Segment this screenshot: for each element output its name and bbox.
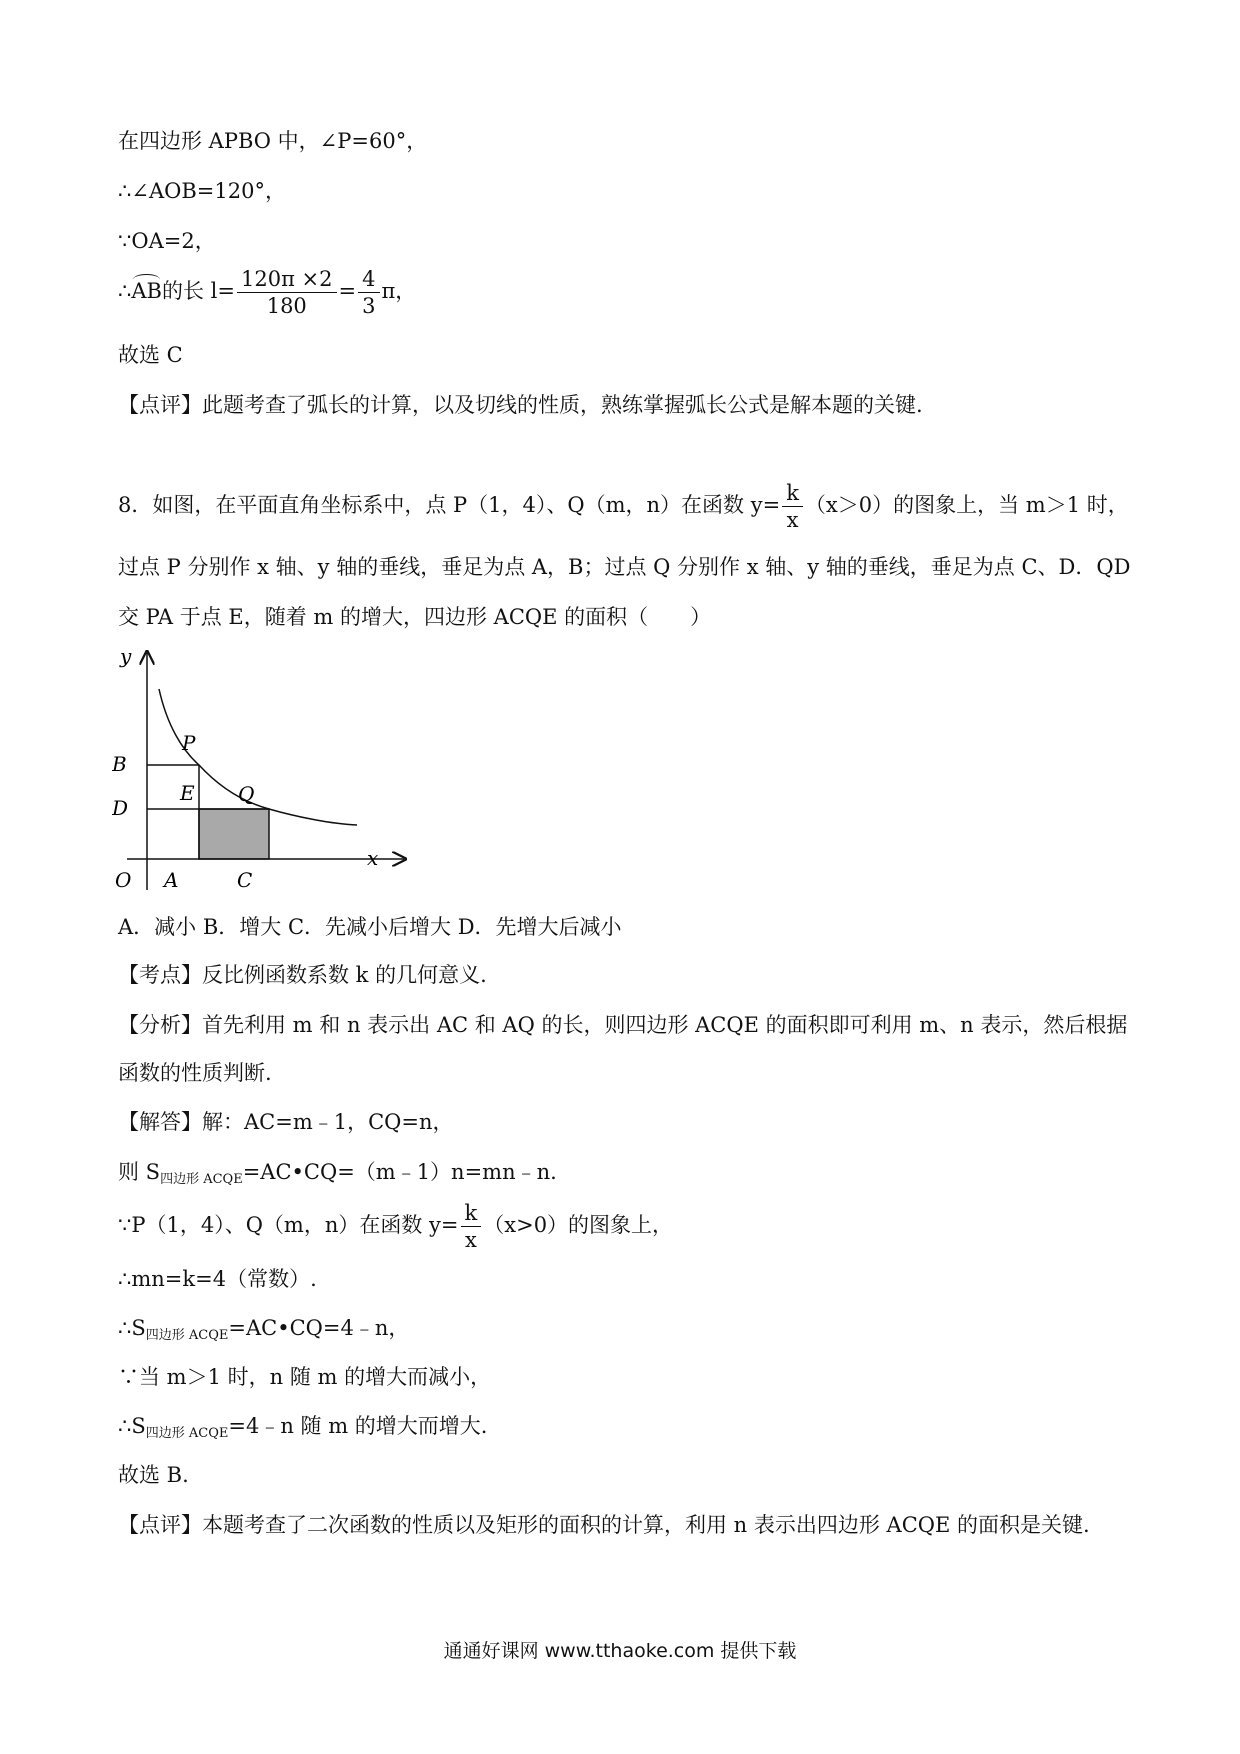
solution-line-1: 在四边形 APBO 中，∠P=60°， bbox=[118, 129, 428, 153]
fraction-numerator: 120π ×2 bbox=[237, 266, 337, 293]
solution-line-3: ∵OA=2， bbox=[118, 229, 216, 253]
fraction-numerator: k bbox=[782, 480, 803, 507]
area-subscript: 四边形 ACQE bbox=[145, 1328, 229, 1343]
fenxi-line-2: 函数的性质判断. bbox=[118, 1061, 272, 1085]
shaded-rectangle-acqe bbox=[199, 809, 269, 859]
fraction-numerator: k bbox=[461, 1200, 482, 1227]
jieda-line-2 bbox=[118, 1157, 557, 1195]
arc-ab: AB bbox=[131, 276, 162, 306]
fraction-arc-formula bbox=[237, 266, 337, 319]
label-o: O bbox=[115, 868, 132, 892]
area-subscript: 四边形 ACQE bbox=[160, 1172, 243, 1187]
jieda-line-5 bbox=[118, 1313, 409, 1351]
fraction-k-over-x bbox=[461, 1200, 482, 1253]
fraction-denominator: x bbox=[786, 508, 799, 532]
kaodian: 【考点】反比例函数系数 k 的几何意义. bbox=[118, 963, 487, 987]
question-8-line-2: 过点 P 分别作 x 轴、y 轴的垂线，垂足为点 A，B；过点 Q 分别作 x 轴、y 轴的垂线，垂足为点 C、D．QD bbox=[118, 555, 1131, 579]
fraction-denominator: 3 bbox=[362, 294, 376, 318]
label-q: Q bbox=[238, 782, 255, 806]
equation-text: =AC•CQ=（m﹣1）n=mn﹣n. bbox=[242, 1160, 557, 1184]
equation-text: ∵P（1，4）、Q（m，n）在函数 y= bbox=[118, 1213, 459, 1237]
jieda-line-7 bbox=[118, 1411, 487, 1449]
fraction-result bbox=[358, 266, 379, 319]
label-b: B bbox=[112, 752, 127, 776]
fraction-denominator: x bbox=[464, 1228, 477, 1252]
area-symbol: ∴S bbox=[118, 1414, 146, 1438]
jieda-line-3 bbox=[118, 1200, 673, 1253]
question-8-line-3: 交 PA 于点 E，随着 m 的增大，四边形 ACQE 的面积（ ） bbox=[118, 605, 712, 629]
label-a: A bbox=[164, 868, 179, 892]
jieda-line-4: ∴mn=k=4（常数）. bbox=[118, 1267, 317, 1291]
comment-8: 【点评】本题考查了二次函数的性质以及矩形的面积的计算，利用 n 表示出四边形 ACQE 的面积是关键. bbox=[118, 1513, 1090, 1537]
label-e: E bbox=[180, 781, 195, 805]
question-text: 8．如图，在平面直角坐标系中，点 P（1，4）、Q（m，n）在函数 y= bbox=[118, 493, 781, 517]
fraction-k-over-x bbox=[782, 480, 803, 533]
coordinate-figure bbox=[112, 645, 432, 895]
therefore-symbol: ∴ bbox=[118, 279, 132, 303]
label-c: C bbox=[237, 868, 253, 892]
equation-text: =AC•CQ=4﹣n， bbox=[228, 1316, 410, 1340]
arc-length-formula bbox=[118, 266, 416, 319]
equation-text: （x>0）的图象上， bbox=[483, 1213, 674, 1237]
arc-length-label: 的长 l= bbox=[161, 279, 235, 303]
question-8-line-1 bbox=[118, 480, 1129, 533]
solution-line-2: ∴∠AOB=120°， bbox=[118, 179, 286, 203]
label-p: P bbox=[182, 731, 196, 755]
equation-text: =4﹣n 随 m 的增大而增大. bbox=[228, 1414, 488, 1438]
page-footer: 通通好课网 www.tthaoke.com 提供下载 bbox=[443, 1640, 797, 1662]
jieda-line-1: 【解答】解：AC=m﹣1，CQ=n， bbox=[118, 1110, 454, 1134]
answer-choice-8: 故选 B. bbox=[118, 1463, 189, 1487]
label-y: y bbox=[120, 645, 132, 668]
equals-sign: = bbox=[338, 279, 357, 303]
fraction-numerator: 4 bbox=[358, 266, 379, 293]
area-subscript: 四边形 ACQE bbox=[145, 1426, 229, 1441]
question-text: （x＞0）的图象上，当 m＞1 时， bbox=[804, 493, 1129, 517]
answer-choice-7: 故选 C bbox=[118, 343, 183, 367]
label-d: D bbox=[112, 796, 129, 820]
fraction-denominator: 180 bbox=[266, 294, 307, 318]
jieda-line-6: ∵当 m＞1 时，n 随 m 的增大而减小， bbox=[118, 1365, 492, 1389]
area-symbol: ∴S bbox=[118, 1316, 146, 1340]
answer-options: A．减小 B．增大 C．先减小后增大 D．先增大后减小 bbox=[118, 915, 622, 939]
area-symbol: 则 S bbox=[118, 1160, 161, 1184]
fenxi-line-1: 【分析】首先利用 m 和 n 表示出 AC 和 AQ 的长，则四边形 ACQE 的面积即可利用 m、n 表示，然后根据 bbox=[118, 1013, 1128, 1037]
label-x: x bbox=[367, 846, 379, 870]
comment-7: 【点评】此题考查了弧长的计算，以及切线的性质，熟练掌握弧长公式是解本题的关键. bbox=[118, 393, 923, 417]
pi-suffix: π， bbox=[381, 279, 417, 303]
